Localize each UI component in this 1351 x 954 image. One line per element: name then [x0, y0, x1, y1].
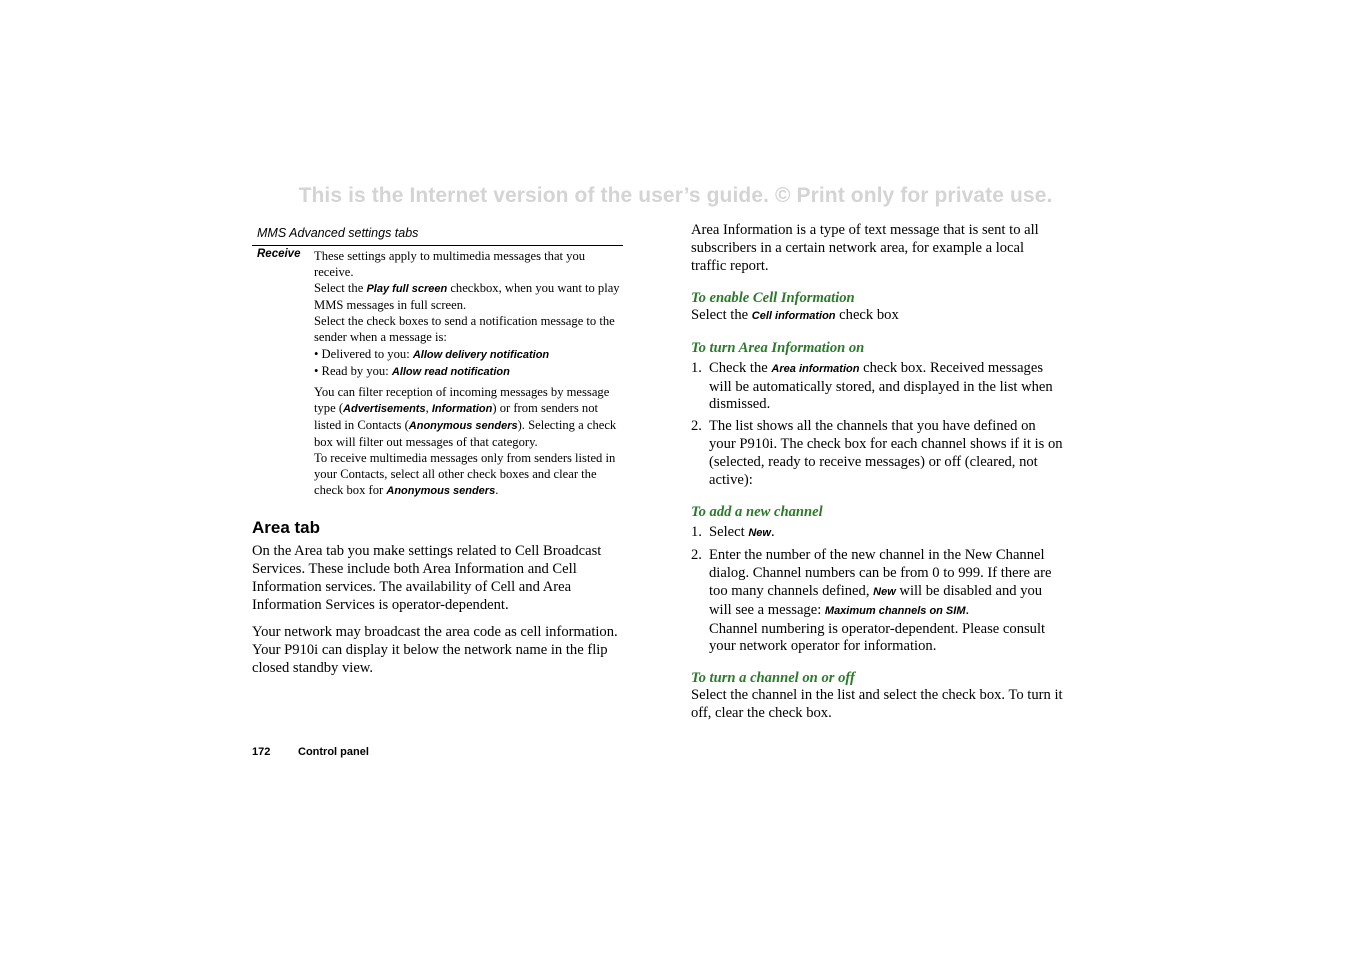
watermark: This is the Internet version of the user’s guide. © Print only for private use. [298, 184, 1053, 207]
steps-list [691, 360, 1063, 490]
bullet-item: • Delivered to you: Allow delivery notification [314, 346, 550, 361]
row-paragraph: Select the Play full screen checkbox, when you want to play MMS messages in full screen. [314, 281, 620, 313]
row-paragraph: These settings apply to multimedia messages that you receive. [314, 249, 586, 280]
section-name: Control panel [298, 746, 369, 758]
page-footer [252, 746, 369, 758]
subheading-area-info-on: To turn Area Information on [691, 339, 865, 356]
row-paragraph: Select the check boxes to send a notification message to the sender when a message is: [314, 314, 615, 345]
body-paragraph: Select the channel in the list and select the check box. To turn it off, clear the check box. [691, 687, 1063, 722]
table-row [252, 248, 623, 499]
row-key: Receive [257, 248, 301, 260]
subheading-channel-on-off: To turn a channel on or off [691, 670, 855, 687]
list-item: 2. Enter the number of the new channel in the New Channel dialog. Channel numbers can be from 0 to 999. If there are too many channels defined, New will be disabled and you will see a message: Maximum channels on SIM. Channel numbering is operator-dependent. Please consult your network operator for information. [691, 546, 1052, 655]
section-heading: Area tab [252, 518, 321, 538]
body-paragraph: Your network may broadcast the area code as cell information. Your P910i can display it below the network name in the flip closed standby view. [252, 624, 618, 676]
left-column [252, 226, 623, 687]
row-paragraph: You can filter reception of incoming messages by message type (Advertisements, Information) or from senders not listed in Contacts (Anonymous senders). Selecting a check box will filter out messages of that category. [314, 384, 617, 450]
body-paragraph: Select the Cell information check box [691, 306, 899, 323]
list-item: 2. The list shows all the channels that you have defined on your P910i. The check box for each channel shows if it is on (selected, ready to receive messages) or off (cleared, not active): [691, 418, 1063, 489]
intro-paragraph: Area Information is a type of text message that is sent to all subscribers in a certain network area, for example a local traffic report. [691, 222, 1039, 274]
bullet-item: • Read by you: Allow read notification [314, 363, 510, 378]
table-caption: MMS Advanced settings tabs [252, 226, 623, 246]
page-number: 172 [252, 746, 271, 758]
subheading-add-channel: To add a new channel [691, 503, 823, 520]
body-paragraph: On the Area tab you make settings related to Cell Broadcast Services. These include both Area Information and Cell Information services. The availability of Cell and Area Information Services is operator-dependent. [252, 543, 602, 614]
list-item: 1. Check the Area information check box. Received messages will be automatically stored, and displayed in the list when dismissed. [691, 359, 1053, 413]
list-item: 1. Select New. [691, 523, 775, 540]
steps-list [691, 524, 1063, 656]
subheading-enable-cell: To enable Cell Information [691, 289, 855, 306]
row-paragraph: To receive multimedia messages only from senders listed in your Contacts, select all other check boxes and clear the check box for Anonymous senders. [314, 451, 616, 498]
right-column [691, 222, 1063, 732]
row-value [314, 248, 623, 499]
